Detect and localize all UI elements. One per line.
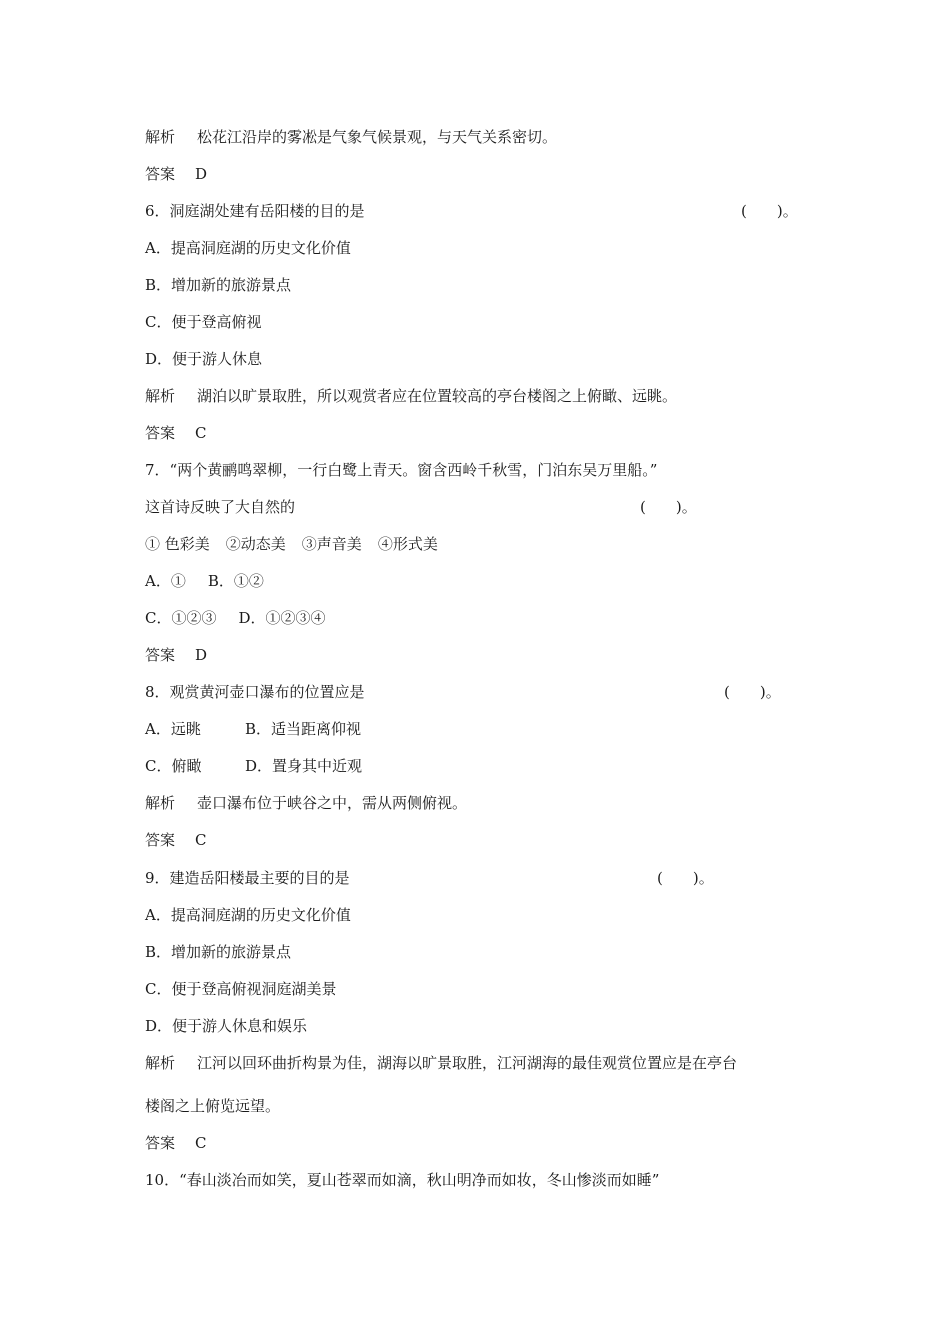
q6-option-b: B．增加新的旅游景点 bbox=[145, 276, 292, 294]
answer-label: 答案 bbox=[145, 424, 176, 442]
answer-value: C bbox=[195, 424, 207, 442]
option-b: B．①② bbox=[207, 572, 264, 590]
analysis-text: 壶口瀑布位于峡谷之中，需从两侧俯视。 bbox=[197, 794, 468, 812]
analysis-label: 解析 bbox=[145, 128, 176, 146]
analysis-text: 江河以回环曲折构景为佳，湖海以旷景取胜，江河湖海的最佳观赏位置应是在亭台 bbox=[197, 1054, 738, 1072]
option-d: D．置身其中近观 bbox=[245, 757, 363, 775]
q8-analysis bbox=[145, 793, 467, 813]
answer-label: 答案 bbox=[145, 831, 176, 849]
q7-answer-blank: ( )。 bbox=[640, 498, 697, 516]
q9-stem: 9．建造岳阳楼最主要的目的是 bbox=[145, 869, 350, 887]
q9-analysis bbox=[145, 1053, 737, 1073]
item: ① 色彩美 bbox=[145, 535, 210, 553]
q9-answer bbox=[145, 1133, 207, 1153]
q6-option-c: C．便于登高俯视 bbox=[145, 313, 262, 331]
q6-option-d: D．便于游人休息 bbox=[145, 350, 263, 368]
q6-answer bbox=[145, 423, 207, 443]
q8-answer bbox=[145, 830, 207, 850]
q9-option-c: C．便于登高俯视洞庭湖美景 bbox=[145, 980, 337, 998]
q6-stem: 6．洞庭湖处建有岳阳楼的目的是 bbox=[145, 202, 365, 220]
answer-value: D bbox=[195, 646, 208, 664]
q7-stem: 7．“两个黄鹂鸣翠柳，一行白鹭上青天。窗含西岭千秋雪，门泊东吴万里船。” bbox=[145, 461, 658, 479]
item: ④形式美 bbox=[377, 535, 438, 553]
analysis-text: 湖泊以旷景取胜，所以观赏者应在位置较高的亭台楼阁之上俯瞰、远眺。 bbox=[197, 387, 678, 405]
q8-answer-blank: ( )。 bbox=[724, 683, 781, 701]
q7-options-ab bbox=[145, 571, 264, 591]
option-a: A．① bbox=[145, 572, 186, 590]
q7-stem-2: 这首诗反映了大自然的 bbox=[145, 498, 296, 516]
q9-answer-blank: ( )。 bbox=[657, 869, 714, 887]
q8-options-cd bbox=[145, 756, 362, 776]
answer-value: D bbox=[195, 165, 208, 183]
q5-answer bbox=[145, 164, 207, 184]
q5-analysis bbox=[145, 127, 557, 147]
q6-option-a: A．提高洞庭湖的历史文化价值 bbox=[145, 239, 351, 257]
answer-value: C bbox=[195, 831, 207, 849]
answer-label: 答案 bbox=[145, 646, 176, 664]
q9-option-b: B．增加新的旅游景点 bbox=[145, 943, 292, 961]
q7-items bbox=[145, 534, 438, 554]
answer-label: 答案 bbox=[145, 1134, 176, 1152]
q8-options-ab bbox=[145, 719, 361, 739]
q6-analysis bbox=[145, 386, 677, 406]
answer-value: C bbox=[195, 1134, 207, 1152]
option-c: C．俯瞰 bbox=[145, 757, 202, 775]
q10-stem: 10．“春山淡冶而如笑，夏山苍翠而如滴，秋山明净而如妆，冬山惨淡而如睡” bbox=[145, 1171, 660, 1189]
option-a: A．远眺 bbox=[145, 720, 201, 738]
analysis-text: 松花江沿岸的雾凇是气象气候景观，与天气关系密切。 bbox=[197, 128, 558, 146]
analysis-label: 解析 bbox=[145, 387, 176, 405]
q9-analysis-cont: 楼阁之上俯览远望。 bbox=[145, 1097, 281, 1115]
answer-label: 答案 bbox=[145, 165, 176, 183]
option-d: D．①②③④ bbox=[238, 609, 326, 627]
q7-options-cd bbox=[145, 608, 326, 628]
analysis-label: 解析 bbox=[145, 1054, 176, 1072]
option-b: B．适当距离仰视 bbox=[245, 720, 362, 738]
q9-option-a: A．提高洞庭湖的历史文化价值 bbox=[145, 906, 351, 924]
option-c: C．①②③ bbox=[145, 609, 217, 627]
q8-stem: 8．观赏黄河壶口瀑布的位置应是 bbox=[145, 683, 365, 701]
item: ②动态美 bbox=[225, 535, 286, 553]
item: ③声音美 bbox=[301, 535, 362, 553]
q7-answer bbox=[145, 645, 207, 665]
q9-option-d: D．便于游人休息和娱乐 bbox=[145, 1017, 308, 1035]
analysis-label: 解析 bbox=[145, 794, 176, 812]
q6-answer-blank: ( )。 bbox=[741, 202, 798, 220]
